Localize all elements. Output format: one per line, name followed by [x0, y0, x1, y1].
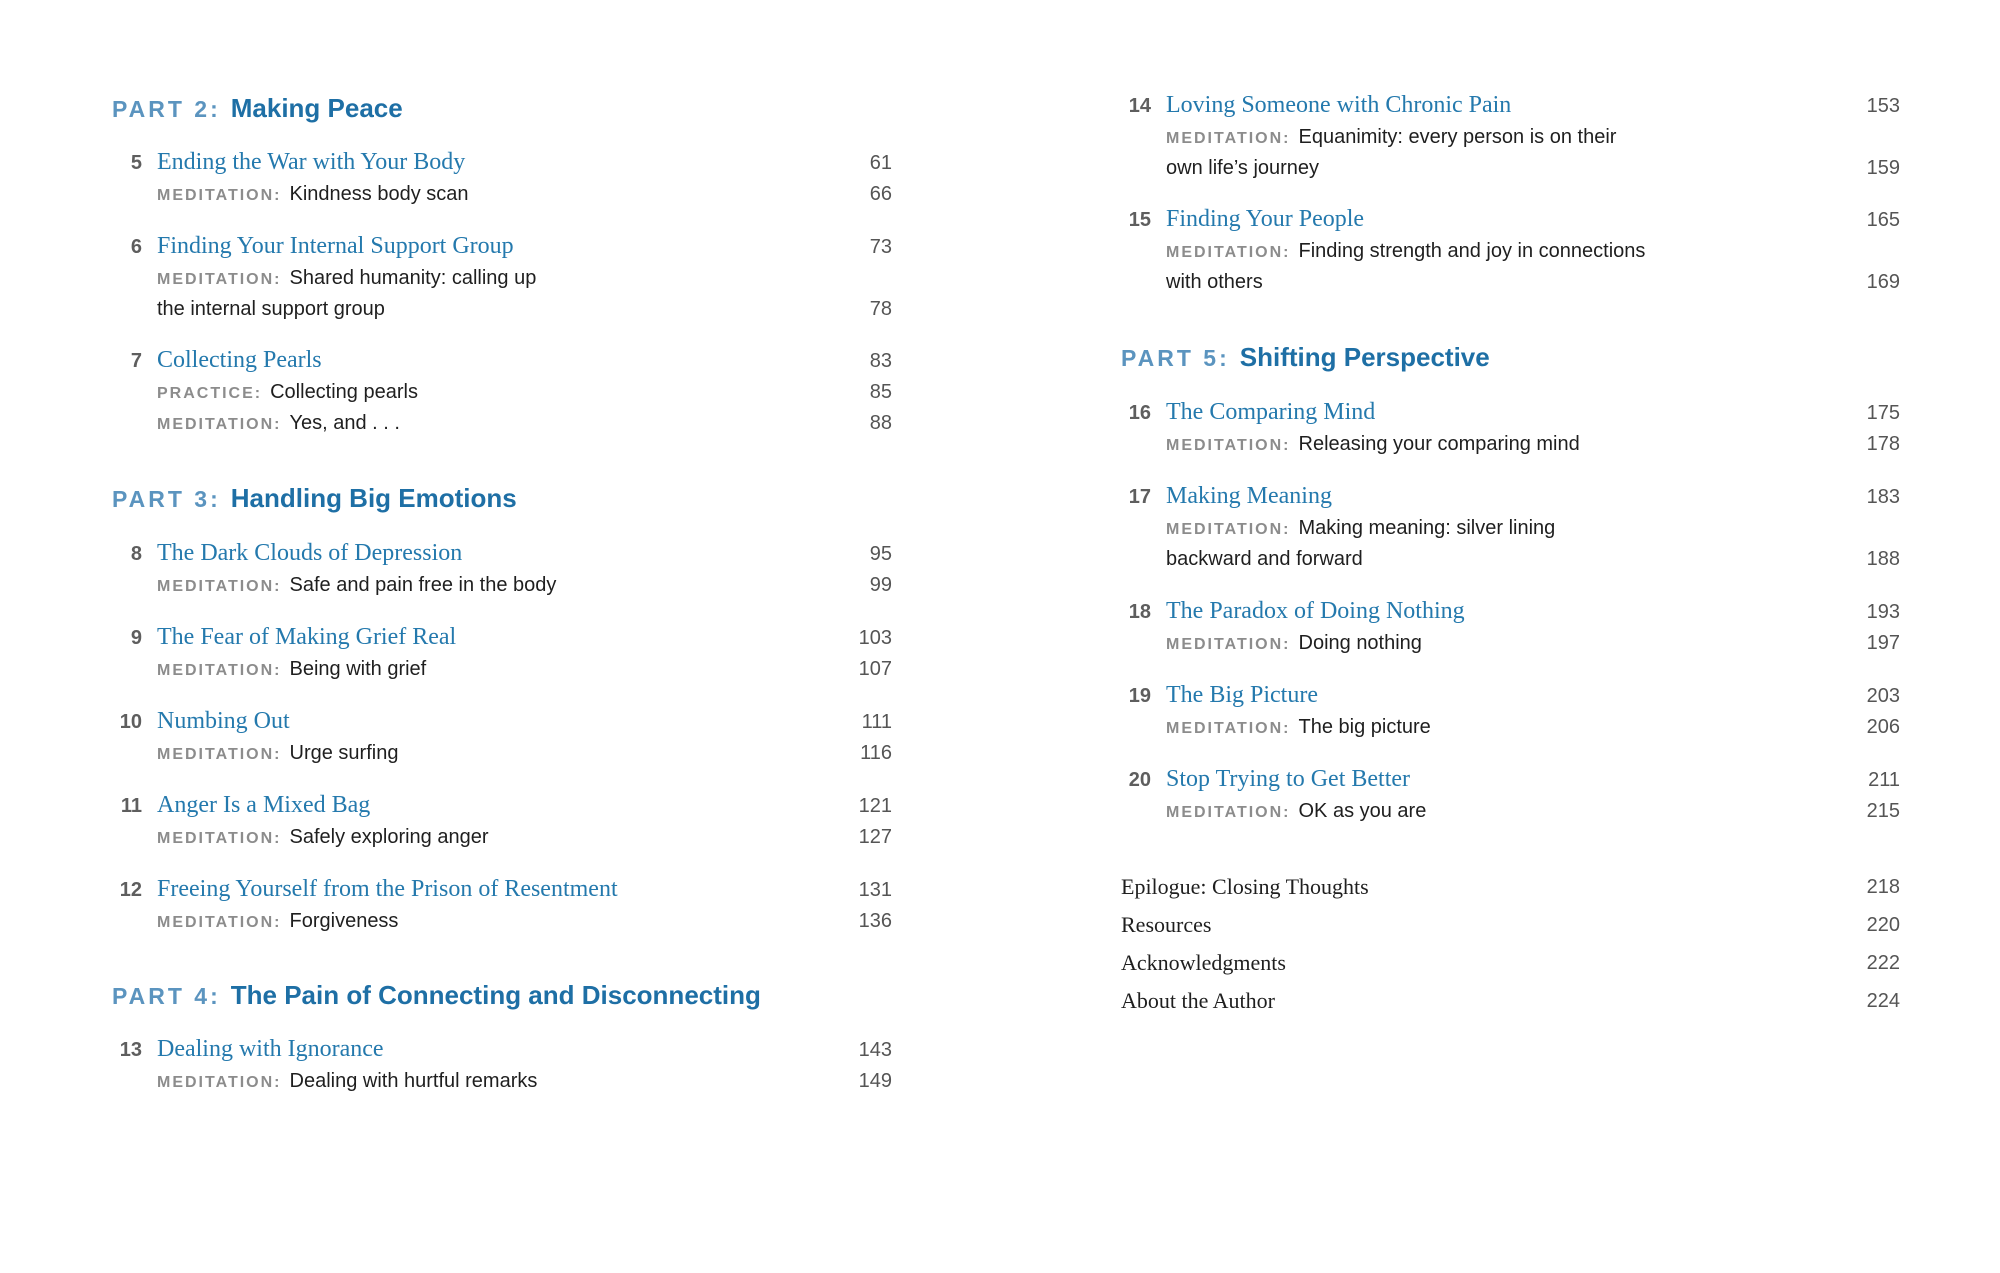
- chapter-title[interactable]: The Paradox of Doing Nothing: [1166, 598, 1465, 624]
- chapter-number: 17: [1128, 486, 1151, 508]
- sub-entry-text[interactable]: Shared humanity: calling up: [289, 267, 537, 289]
- chapter-number: 13: [119, 1039, 142, 1061]
- part-title: Shifting Perspective: [1239, 342, 1490, 372]
- part-label: PART 3:: [112, 486, 221, 512]
- toc-chapter-row[interactable]: [1121, 483, 1900, 514]
- toc-sub-row[interactable]: [112, 571, 892, 602]
- sub-entry: [157, 742, 398, 765]
- toc-sub-row[interactable]: [112, 264, 892, 295]
- page-number: 218: [1866, 876, 1900, 898]
- page-number: 224: [1866, 990, 1900, 1012]
- sub-entry: [1166, 632, 1422, 655]
- toc-chapter-row[interactable]: [1121, 206, 1900, 237]
- page-number: 220: [1866, 914, 1900, 936]
- sub-entry-label: MEDITATION:: [1166, 804, 1291, 821]
- toc-chapter-row[interactable]: [1121, 598, 1900, 629]
- toc-sub-row[interactable]: [1121, 797, 1900, 828]
- part-heading: [1121, 344, 1490, 370]
- chapter-number: 9: [130, 627, 142, 649]
- sub-entry: [1166, 126, 1616, 149]
- page-number: 165: [1866, 209, 1900, 231]
- sub-entry-label: MEDITATION:: [157, 662, 282, 679]
- page-number: 203: [1866, 685, 1900, 707]
- sub-entry: [157, 910, 398, 933]
- chapter-number: 6: [130, 236, 142, 258]
- toc-sub-row[interactable]: [112, 823, 892, 854]
- sub-entry-text[interactable]: Dealing with hurtful remarks: [289, 1070, 538, 1092]
- toc-chapter-row[interactable]: [112, 233, 892, 264]
- toc-sub-row[interactable]: [1121, 629, 1900, 660]
- sub-entry-label: PRACTICE:: [157, 385, 263, 402]
- sub-entry: [157, 183, 469, 206]
- toc-chapter-row[interactable]: [1121, 682, 1900, 713]
- page-number: 95: [869, 543, 892, 565]
- page-number: 188: [1866, 548, 1900, 570]
- sub-entry: [157, 1070, 537, 1093]
- toc-sub-row[interactable]: [1121, 430, 1900, 461]
- toc-chapter-row[interactable]: [112, 792, 892, 823]
- back-matter-row[interactable]: [1121, 873, 1900, 904]
- sub-entry-text[interactable]: The big picture: [1298, 716, 1431, 738]
- page-number: 73: [869, 236, 892, 258]
- chapter-number: 7: [130, 350, 142, 372]
- page-number: 61: [869, 152, 892, 174]
- chapter-title[interactable]: The Dark Clouds of Depression: [157, 540, 463, 566]
- chapter-title[interactable]: Finding Your People: [1166, 206, 1365, 232]
- chapter-title[interactable]: Collecting Pearls: [157, 347, 322, 373]
- toc-sub-row[interactable]: [112, 907, 892, 938]
- sub-entry-text[interactable]: Kindness body scan: [289, 183, 469, 205]
- chapter-number: 15: [1128, 209, 1151, 231]
- page-number: 153: [1866, 95, 1900, 117]
- chapter-number: 5: [130, 152, 142, 174]
- toc-chapter-row[interactable]: [112, 624, 892, 655]
- chapter-number: 12: [119, 879, 142, 901]
- sub-entry-text-continued[interactable]: with others: [1166, 271, 1263, 293]
- chapter-number: 8: [130, 543, 142, 565]
- chapter-title[interactable]: Anger Is a Mixed Bag: [157, 792, 371, 818]
- sub-entry-text-continued[interactable]: backward and forward: [1166, 548, 1363, 570]
- sub-entry-label: MEDITATION:: [157, 416, 282, 433]
- sub-entry-label: MEDITATION:: [157, 1074, 282, 1091]
- toc-sub-row-continued[interactable]: [112, 295, 892, 326]
- page-number: 88: [869, 412, 892, 434]
- toc-chapter-row[interactable]: [1121, 766, 1900, 797]
- sub-entry-text[interactable]: OK as you are: [1298, 800, 1427, 822]
- chapter-title[interactable]: Ending the War with Your Body: [157, 149, 466, 175]
- toc-chapter-row[interactable]: [1121, 92, 1900, 123]
- sub-entry-text[interactable]: Safely exploring anger: [289, 826, 489, 848]
- back-matter-title[interactable]: Resources: [1121, 912, 1212, 937]
- sub-entry: [157, 267, 536, 290]
- sub-entry-text[interactable]: Urge surfing: [289, 742, 399, 764]
- page-number: 127: [858, 826, 892, 848]
- sub-entry-text[interactable]: Making meaning: silver lining: [1298, 517, 1556, 539]
- page-number: 178: [1866, 433, 1900, 455]
- toc-sub-row[interactable]: [1121, 713, 1900, 744]
- part-title: Handling Big Emotions: [230, 483, 517, 513]
- sub-entry: [157, 826, 489, 849]
- chapter-title[interactable]: Stop Trying to Get Better: [1166, 766, 1411, 792]
- sub-entry-label: MEDITATION:: [1166, 636, 1291, 653]
- page-number: 211: [1868, 769, 1900, 791]
- sub-entry: [1166, 517, 1555, 540]
- back-matter-row[interactable]: [1121, 949, 1900, 980]
- toc-chapter-row[interactable]: [112, 708, 892, 739]
- sub-entry: [157, 574, 556, 597]
- sub-entry: [157, 381, 418, 404]
- back-matter-title[interactable]: Epilogue: Closing Thoughts: [1121, 874, 1369, 899]
- page-number: 111: [861, 711, 892, 733]
- chapter-title[interactable]: Making Meaning: [1166, 483, 1332, 509]
- page-number: 206: [1866, 716, 1900, 738]
- sub-entry-label: MEDITATION:: [157, 578, 282, 595]
- sub-entry: [1166, 433, 1580, 456]
- part-heading: [112, 485, 517, 511]
- sub-entry-text[interactable]: Collecting pearls: [270, 381, 418, 403]
- sub-entry-label: MEDITATION:: [1166, 521, 1291, 538]
- back-matter-title[interactable]: Acknowledgments: [1121, 950, 1286, 975]
- toc-sub-row[interactable]: [112, 655, 892, 686]
- sub-entry-text-continued[interactable]: the internal support group: [157, 298, 385, 320]
- page-number: 103: [858, 627, 892, 649]
- chapter-title[interactable]: Numbing Out: [157, 708, 290, 734]
- sub-entry-text[interactable]: Being with grief: [289, 658, 427, 680]
- page-number: 116: [860, 742, 892, 764]
- sub-entry-label: MEDITATION:: [157, 914, 282, 931]
- chapter-title[interactable]: The Big Picture: [1166, 682, 1318, 708]
- toc-chapter-row[interactable]: [112, 1036, 892, 1067]
- sub-entry-text[interactable]: Releasing your comparing mind: [1298, 433, 1580, 455]
- page-number: 99: [869, 574, 892, 596]
- page-number: 222: [1866, 952, 1900, 974]
- sub-entry-label: MEDITATION:: [1166, 130, 1291, 147]
- toc-sub-row[interactable]: [112, 409, 892, 440]
- sub-entry-text-continued[interactable]: own life’s journey: [1166, 157, 1320, 179]
- chapter-title[interactable]: The Comparing Mind: [1166, 399, 1376, 425]
- sub-entry: [1166, 716, 1431, 739]
- page-number: 66: [869, 183, 892, 205]
- page-number: 143: [858, 1039, 892, 1061]
- back-matter-row[interactable]: [1121, 911, 1900, 942]
- part-label: PART 4:: [112, 983, 221, 1009]
- sub-entry-label: MEDITATION:: [157, 271, 282, 288]
- part-label: PART 2:: [112, 96, 221, 122]
- chapter-number: 18: [1128, 601, 1151, 623]
- toc-sub-row-continued[interactable]: [1121, 545, 1900, 576]
- chapter-title[interactable]: The Fear of Making Grief Real: [157, 624, 457, 650]
- page-number: 121: [858, 795, 892, 817]
- toc-sub-row[interactable]: [1121, 123, 1900, 154]
- sub-entry-label: MEDITATION:: [1166, 244, 1291, 261]
- page-number: 85: [869, 381, 892, 403]
- page-number: 149: [858, 1070, 892, 1092]
- page-number: 78: [869, 298, 892, 320]
- page-number: 159: [1866, 157, 1900, 179]
- chapter-number: 16: [1128, 402, 1151, 424]
- sub-entry-text[interactable]: Forgiveness: [289, 910, 399, 932]
- toc-chapter-row[interactable]: [112, 149, 892, 180]
- chapter-title[interactable]: Finding Your Internal Support Group: [157, 233, 514, 259]
- page-number: 183: [1866, 486, 1900, 508]
- sub-entry-text[interactable]: Equanimity: every person is on their: [1298, 126, 1617, 148]
- part-heading: [112, 982, 761, 1008]
- part-label: PART 5:: [1121, 345, 1230, 371]
- sub-entry-label: MEDITATION:: [1166, 720, 1291, 737]
- sub-entry: [1166, 800, 1426, 823]
- sub-entry: [1166, 240, 1645, 263]
- chapter-number: 11: [120, 795, 142, 817]
- page-number: 169: [1866, 271, 1900, 293]
- sub-entry-text[interactable]: Yes, and . . .: [289, 412, 400, 434]
- page-number: 175: [1866, 402, 1900, 424]
- sub-entry-label: MEDITATION:: [157, 830, 282, 847]
- toc-sub-row[interactable]: [1121, 237, 1900, 268]
- page-number: 197: [1866, 632, 1900, 654]
- sub-entry-label: MEDITATION:: [157, 187, 282, 204]
- toc-chapter-row[interactable]: [112, 876, 892, 907]
- back-matter-row[interactable]: [1121, 987, 1900, 1018]
- page-number: 107: [858, 658, 892, 680]
- toc-sub-row[interactable]: [112, 378, 892, 409]
- page-number: 136: [858, 910, 892, 932]
- sub-entry-text[interactable]: Finding strength and joy in connections: [1298, 240, 1646, 262]
- chapter-title[interactable]: Freeing Yourself from the Prison of Resentment: [157, 876, 618, 902]
- part-title: The Pain of Connecting and Disconnecting: [230, 980, 761, 1010]
- part-heading: [112, 95, 403, 121]
- page-number: 193: [1866, 601, 1900, 623]
- chapter-title[interactable]: Dealing with Ignorance: [157, 1036, 384, 1062]
- back-matter-title[interactable]: About the Author: [1121, 988, 1275, 1013]
- chapter-number: 19: [1128, 685, 1151, 707]
- sub-entry-text[interactable]: Safe and pain free in the body: [289, 574, 557, 596]
- toc-chapter-row[interactable]: [1121, 399, 1900, 430]
- page-number: 83: [869, 350, 892, 372]
- toc-sub-row[interactable]: [112, 1067, 892, 1098]
- page-number: 215: [1866, 800, 1900, 822]
- part-title: Making Peace: [230, 93, 403, 123]
- sub-entry-label: MEDITATION:: [157, 746, 282, 763]
- toc-sub-row[interactable]: [112, 180, 892, 211]
- chapter-number: 14: [1128, 95, 1151, 117]
- page-number: 131: [858, 879, 892, 901]
- sub-entry-text[interactable]: Doing nothing: [1298, 632, 1422, 654]
- sub-entry: [157, 658, 426, 681]
- sub-entry-label: MEDITATION:: [1166, 437, 1291, 454]
- toc-sub-row-continued[interactable]: [1121, 268, 1900, 299]
- chapter-number: 10: [119, 711, 142, 733]
- toc-chapter-row[interactable]: [112, 347, 892, 378]
- toc-sub-row[interactable]: [112, 739, 892, 770]
- sub-entry: [157, 412, 400, 435]
- toc-sub-row-continued[interactable]: [1121, 154, 1900, 185]
- toc-chapter-row[interactable]: [112, 540, 892, 571]
- chapter-title[interactable]: Loving Someone with Chronic Pain: [1166, 92, 1512, 118]
- toc-sub-row[interactable]: [1121, 514, 1900, 545]
- chapter-number: 20: [1128, 769, 1151, 791]
